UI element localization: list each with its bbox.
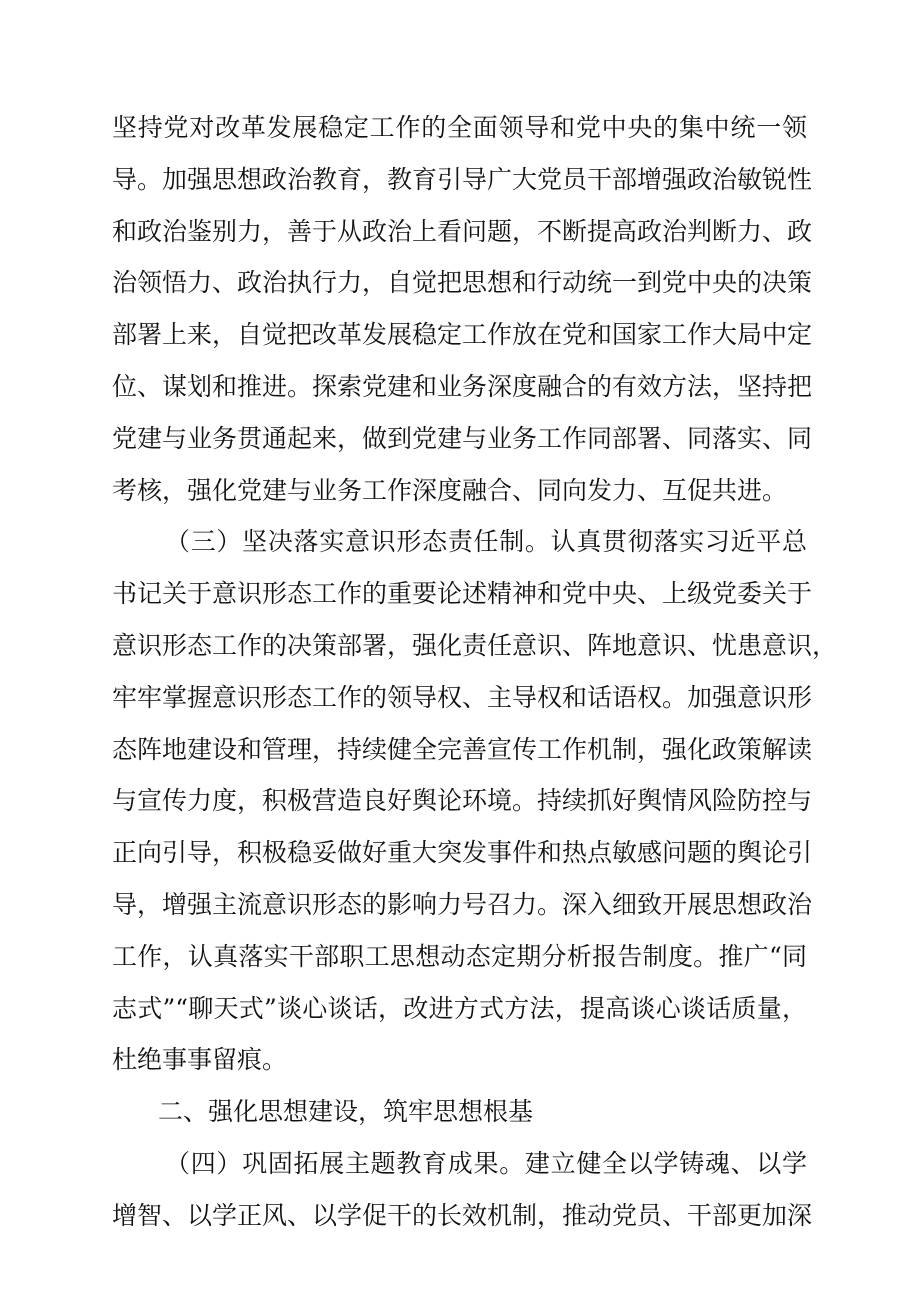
text-line: 部署上来，自觉把改革发展稳定工作放在党和国家工作大局中定 — [112, 320, 813, 350]
paragraph — [112, 1138, 813, 1242]
text-line: 坚持党对改革发展稳定工作的全面领导和党中央的集中统一领 — [112, 113, 807, 142]
text-line: 和政治鉴别力，善于从政治上看问题，不断提高政治判断力、政 — [112, 216, 813, 246]
document-page — [112, 102, 838, 1242]
text-line: 导。加强思想政治教育，教育引导广大党员干部增强政治敏锐性 — [112, 164, 813, 194]
text-line: 治领悟力、政治执行力，自觉把思想和行动统一到党中央的决策 — [112, 268, 813, 298]
paragraph — [112, 516, 838, 1086]
text-line: 意识形态工作的决策部署，强化责任意识、阵地意识、忧患意识， — [112, 630, 838, 660]
text-line: 二、强化思想建设，筑牢思想根基 — [158, 1097, 534, 1127]
text-line: （三）坚决落实意识形态责任制。认真贯彻落实习近平总 — [165, 527, 807, 557]
paragraph — [112, 102, 813, 516]
text-line: 党建与业务贯通起来，做到党建与业务工作同部署、同落实、同 — [112, 423, 813, 453]
text-line: 考核，强化党建与业务工作深度融合、同向发力、互促共进。 — [112, 475, 788, 505]
text-line: 工作，认真落实干部职工思想动态定期分析报告制度。推广“同 — [112, 941, 807, 971]
text-line: 牢牢掌握意识形态工作的领导权、主导权和话语权。加强意识形 — [112, 682, 813, 712]
text-line: 书记关于意识形态工作的重要论述精神和党中央、上级党委关于 — [112, 579, 813, 609]
text-line: 杜绝事事留痕。 — [112, 1045, 288, 1075]
text-line: （四）巩固拓展主题教育成果。建立健全以学铸魂、以学 — [165, 1148, 807, 1178]
text-line: 态阵地建设和管理，持续健全完善宣传工作机制，强化政策解读 — [112, 734, 813, 764]
text-line: 与宣传力度，积极营造良好舆论环境。持续抓好舆情风险防控与 — [112, 786, 813, 816]
section-heading — [112, 1086, 807, 1138]
text-line: 正向引导，积极稳妥做好重大突发事件和热点敏感问题的舆论引 — [112, 838, 813, 868]
text-line: 位、谋划和推进。探索党建和业务深度融合的有效方法，坚持把 — [112, 371, 813, 401]
text-line: 增智、以学正风、以学促干的长效机制，推动党员、干部更加深 — [112, 1200, 813, 1230]
text-line: 志式”“聊天式”谈心谈话，改进方式方法，提高谈心谈话质量， — [112, 993, 807, 1023]
text-line: 导，增强主流意识形态的影响力号召力。深入细致开展思想政治 — [112, 889, 813, 919]
